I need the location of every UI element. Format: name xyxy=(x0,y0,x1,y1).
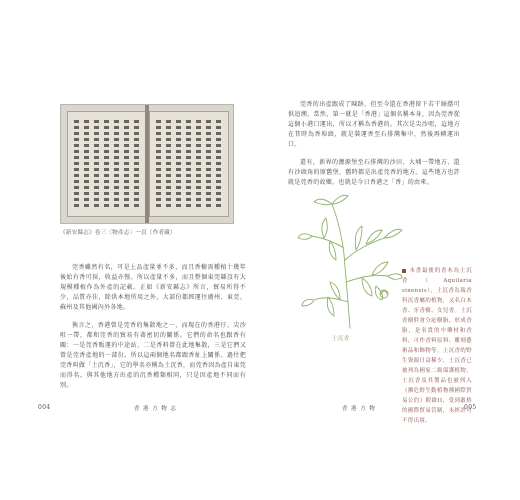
paragraph: 莞香雖然有名，可是上品產量並不多，而且香樹需種植十幾年後始有香可採，收益亦慢。所以產量不多，而且整個東莞縣沒有大規模種植作為外產的記載。正如《新安縣志》所言，貿易所得不少，品質亦佳，除供本地所用之外，大部份都經運往廣州、東莞、蘇州及其他國內外各地。 xyxy=(60,264,246,311)
side-note xyxy=(402,266,472,426)
photo-caption: 《新安縣志》卷三〈物產志〉一頁（作者藏） xyxy=(60,230,176,236)
paragraph: 莞香的出產跟成了陳跡，但至今還在香港留下若干綠蔭可供追溯，當然，第一就是「香港」這個名稱本身，因為莞香從這個小港口運出，所以才稱為香港的。其次是尖沙咀，這地方在昔時為香埠頭，就是裝運香至石排灣集中，然後再轉運出口。 xyxy=(288,101,460,148)
paragraph: 還有，新界的瀝源堡至石排灣的沙田、大埔一帶地方，還有沙頭角的原舊堡，舊時都是出產莞香的地方。這些地方也許就是莞香的故鄉，也就是今日香港之「香」的由來。 xyxy=(288,159,460,186)
paragraph: 換言之，香港曾是莞香的集散地之一，而現在的香港仔、尖沙咀一帶，都和莞香的貿易有著密切的關係。它們的命名也跟香有關：一是莞香販運的中途站，二是香料曾在此地集散，三是它們又曾是莞香產地的一部份。所以這兩個地名都跟香扯上關係。過往把莞香叫做「土沉香」，它的學名亦稱為土沉香，而莞香因為產自東莞而得名，與其他地方出產的沉香種類相同，只是因產地不同而有別。 xyxy=(60,322,247,389)
plant-caption: 土沉香 xyxy=(332,336,350,342)
running-title: 香 港 方 物 志 xyxy=(134,406,177,412)
page-number: 004 xyxy=(38,404,51,411)
right-body-text xyxy=(288,100,460,196)
plant-illustration xyxy=(296,190,404,330)
square-bullet-icon xyxy=(402,269,406,273)
side-note-text: 本書最後的香木為土沉香（Aquilaria sinensis），土沉香為瑞香科沉香屬的植物，又名白木香、牙香樹、女兒香。土沉香樹幹會分泌樹脂，形成香脂，是名貴的中藥材和香料，可作香料原料、雕刻藝術品和飾物等。土沉香的野生資源日益稀少，土沉香已被列為國家二級保護植物。土沉香及其製品也被列入《瀕危野生動植物種國際貿易公約》附錄II，受到嚴格的國際貿易管制，未經許可不得出境。 xyxy=(402,268,472,424)
page-number: 005 xyxy=(464,404,477,411)
running-title: 香 港 方 物 xyxy=(342,406,376,412)
